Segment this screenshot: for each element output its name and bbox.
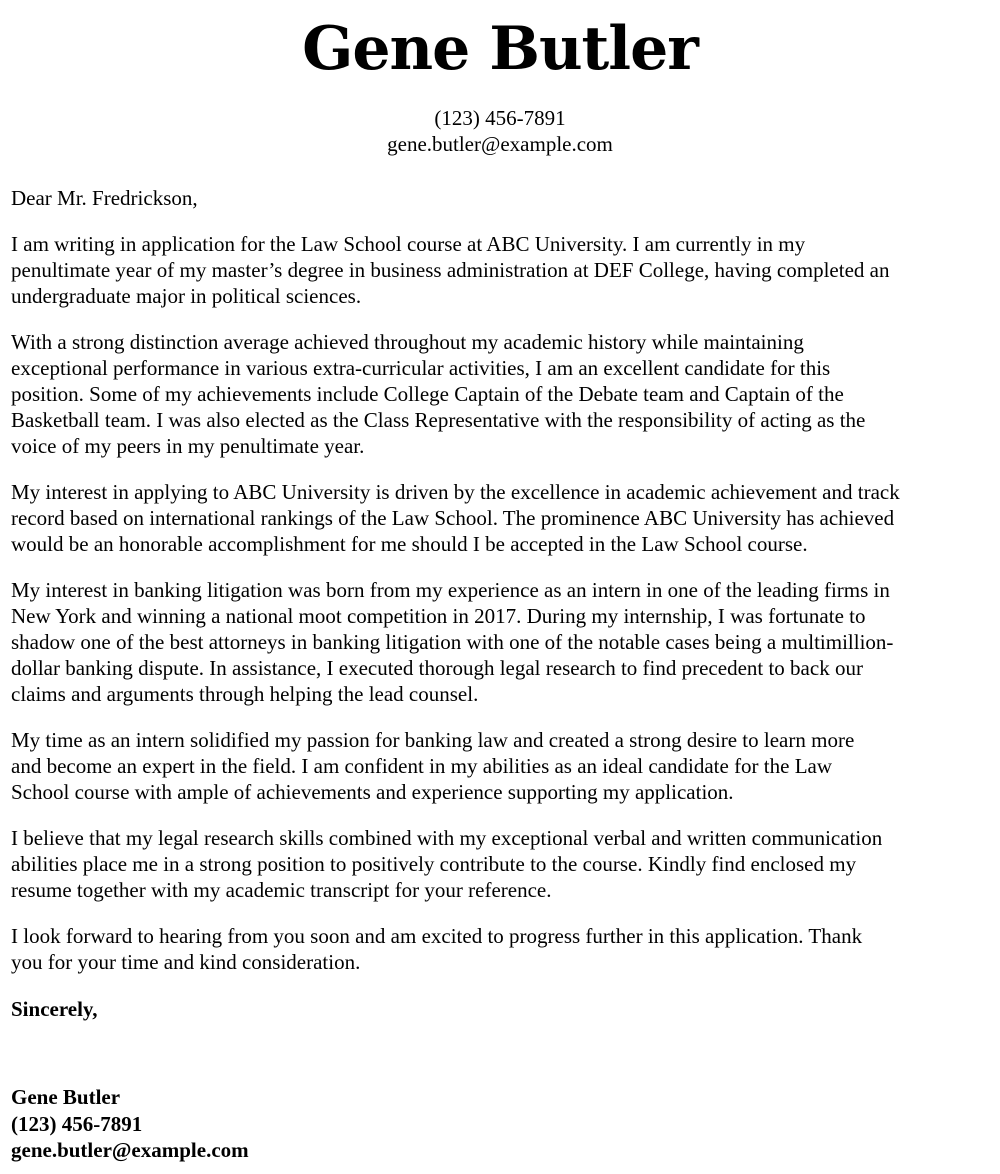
signature-email: gene.butler@example.com (11, 1138, 249, 1162)
paragraph-line: I am writing in application for the Law School course at ABC University. I am currently in my (11, 232, 806, 256)
salutation: Dear Mr. Fredrickson, (11, 186, 198, 210)
body-paragraph (11, 329, 996, 459)
letter-body (11, 185, 996, 1042)
paragraph-line: My interest in banking litigation was born from my experience as an intern in one of the leading firms in (11, 578, 890, 602)
paragraph-line: abilities place me in a strong position to positively contribute to the course. Kindly find enclosed my (11, 852, 857, 876)
signature-name: Gene Butler (11, 1085, 121, 1109)
header-contact (0, 105, 1000, 157)
paragraph-line: School course with ample of achievements and experience supporting my application. (11, 780, 734, 804)
header-phone: (123) 456-7891 (434, 106, 566, 130)
paragraph-line: you for your time and kind consideration. (11, 950, 361, 974)
signature-block (11, 1084, 249, 1164)
header-email: gene.butler@example.com (387, 132, 613, 156)
letter-paragraphs (11, 231, 996, 975)
paragraph-line: With a strong distinction average achieved throughout my academic history while maintaining (11, 330, 804, 354)
paragraph-line: claims and arguments through helping the lead counsel. (11, 682, 479, 706)
paragraph-line: My interest in applying to ABC University is driven by the excellence in academic achievement and track (11, 480, 900, 504)
paragraph-line: Basketball team. I was also elected as the Class Representative with the responsibility of acting as the (11, 408, 866, 432)
paragraph-line: would be an honorable accomplishment for me should I be accepted in the Law School course. (11, 532, 808, 556)
paragraph-line: position. Some of my achievements include College Captain of the Debate team and Captain of the (11, 382, 844, 406)
paragraph-line: undergraduate major in political sciences. (11, 284, 362, 308)
body-paragraph (11, 825, 996, 903)
applicant-name: Gene Butler (302, 14, 698, 84)
paragraph-line: I look forward to hearing from you soon and am excited to progress further in this application. Thank (11, 924, 863, 948)
paragraph-line: penultimate year of my master’s degree in business administration at DEF College, having completed an (11, 258, 890, 282)
body-paragraph (11, 577, 996, 707)
body-paragraph (11, 727, 996, 805)
paragraph-line: My time as an intern solidified my passion for banking law and created a strong desire to learn more (11, 728, 855, 752)
body-paragraph (11, 923, 996, 975)
paragraph-line: record based on international rankings of the Law School. The prominence ABC University has achieved (11, 506, 895, 530)
body-paragraph (11, 231, 996, 309)
paragraph-line: voice of my peers in my penultimate year. (11, 434, 365, 458)
paragraph-line: shadow one of the best attorneys in banking litigation with one of the notable cases being a multimillion- (11, 630, 894, 654)
paragraph-line: dollar banking dispute. In assistance, I executed thorough legal research to find precedent to back our (11, 656, 863, 680)
paragraph-line: I believe that my legal research skills combined with my exceptional verbal and written communication (11, 826, 883, 850)
body-paragraph (11, 479, 996, 557)
closing: Sincerely, (11, 997, 98, 1021)
paragraph-line: resume together with my academic transcript for your reference. (11, 878, 552, 902)
paragraph-line: exceptional performance in various extra-curricular activities, I am an excellent candidate for this (11, 356, 831, 380)
paragraph-line: and become an expert in the field. I am confident in my abilities as an ideal candidate for the Law (11, 754, 833, 778)
paragraph-line: New York and winning a national moot competition in 2017. During my internship, I was fortunate to (11, 604, 866, 628)
signature-phone: (123) 456-7891 (11, 1111, 143, 1136)
